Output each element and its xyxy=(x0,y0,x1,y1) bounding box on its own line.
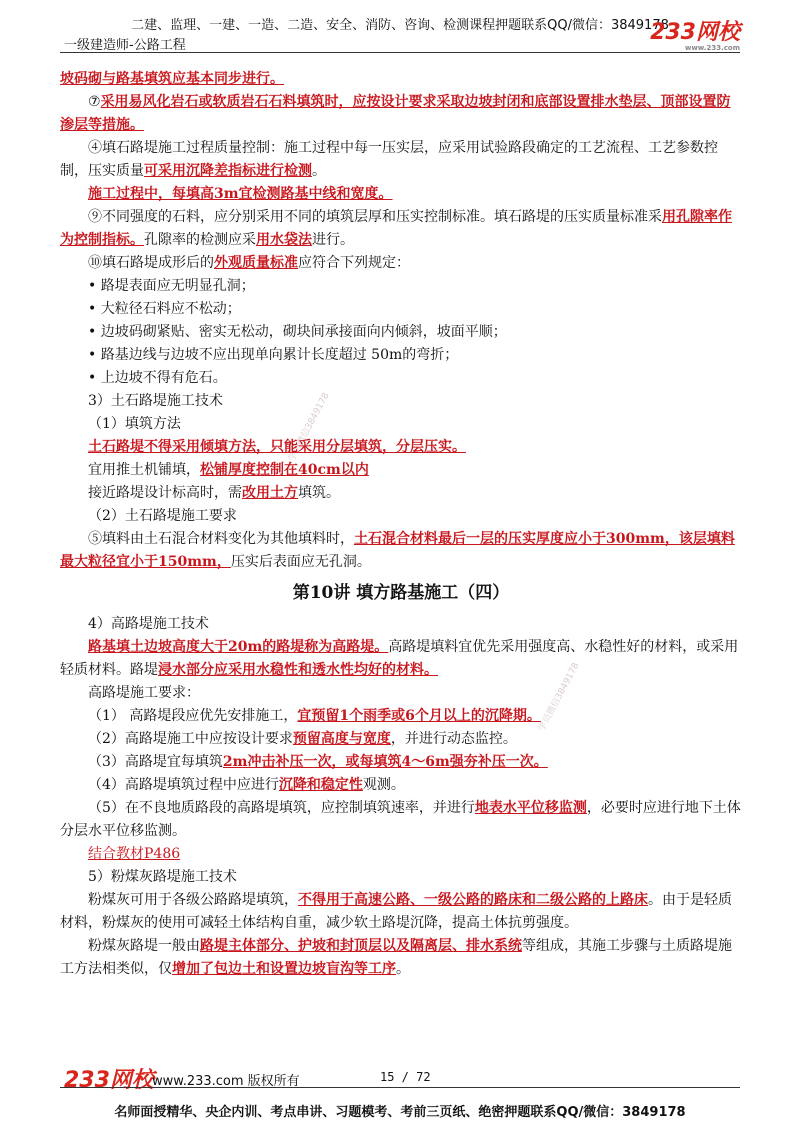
list-item: （5）在不良地质路段的高路堤填筑，应控制填筑速率，并进行地表水平位移监测，必要时应进行地下土体分层水平位移监测。 xyxy=(60,800,741,839)
paragraph: ⑨不同强度的石料，应分别采用不同的填筑层厚和压实控制标准。填石路堤的压实质量标准采用孔隙率作为控制指标。孔隙率的检测应采用水袋法进行。 xyxy=(60,209,732,248)
paragraph: 结合教材P486 xyxy=(88,846,181,862)
list-item: • 路基边线与边坡不应出现单向累计长度超过 50m的弯折； xyxy=(88,347,459,363)
paragraph: 宜用推土机铺填，松铺厚度控制在40cm以内 xyxy=(88,462,369,478)
list-item: • 边坡码砌紧贴、密实无松动，砌块间承接面向内倾斜，坡面平顺； xyxy=(88,324,507,340)
list-item: （3）高路堤宜每填筑2m冲击补压一次，或每填筑4～6m强夯补压一次。 xyxy=(88,754,548,770)
list-item: • 大粒径石料应不松动； xyxy=(88,301,241,317)
paragraph: 粉煤灰可用于各级公路路堤填筑，不得用于高速公路、一级公路的路床和二级公路的上路床。由于是轻质材料，粉煤灰的使用可减轻土体结构自重，减少软土路堤沉降，提高土体抗剪强度。 xyxy=(60,892,732,931)
paragraph: 坡码砌与路基填筑应基本同步进行。 xyxy=(60,71,284,87)
document-body xyxy=(60,68,742,981)
paragraph: ④填石路堤施工过程质量控制：施工过程中每一压实层，应采用试验路段确定的工艺流程、工艺参数控制，压实质量可采用沉降差指标进行检测。 xyxy=(60,140,718,179)
paragraph: 土石路堤不得采用倾填方法，只能采用分层填筑，分层压实。 xyxy=(88,439,466,455)
page-number: 15 / 72 xyxy=(380,1070,431,1084)
header-logo xyxy=(650,22,740,52)
paragraph: ⑦采用易风化岩石或软质岩石石料填筑时，应按设计要求采取边坡封闭和底部设置排水垫层、顶部设置防渗层等措施。 xyxy=(60,94,731,133)
heading: 3）土石路堤施工技术 xyxy=(88,393,223,409)
paragraph: 接近路堤设计标高时，需改用土方填筑。 xyxy=(88,485,340,501)
paragraph: 粉煤灰路堤一般由路堤主体部分、护坡和封顶层以及隔离层、排水系统等组成，其施工步骤与土质路堤施工方法相类似，仅增加了包边土和设置边坡盲沟等工序。 xyxy=(60,938,732,977)
watermark: 学员微信3849178 xyxy=(537,661,582,734)
footer-divider xyxy=(60,1087,740,1088)
paragraph: 路基填土边坡高度大于20m的路堤称为高路堤。高路堤填料宜优先采用强度高、水稳性好的材料，或采用轻质材料。路堤浸水部分应采用水稳性和透水性均好的材料。 xyxy=(60,639,739,678)
watermark: 学员微信3849178 xyxy=(287,391,332,464)
paragraph: ⑩填石路堤成形后的外观质量标准应符合下列规定： xyxy=(88,255,410,271)
list-item: • 上边坡不得有危石。 xyxy=(88,370,227,386)
section-title: 第10讲 填方路基施工（四） xyxy=(292,583,510,603)
paragraph: 高路堤施工要求： xyxy=(88,685,200,701)
header-logo-text: 233网校 xyxy=(650,20,740,45)
header-divider xyxy=(60,52,740,53)
list-item: （4）高路堤填筑过程中应进行沉降和稳定性观测。 xyxy=(88,777,405,793)
header-subtitle: 一级建造师-公路工程 xyxy=(64,38,186,53)
footer-logo: 233网校 xyxy=(64,1068,154,1093)
list-item: • 路堤表面应无明显孔洞； xyxy=(88,278,255,294)
heading: 5）粉煤灰路堤施工技术 xyxy=(88,869,237,885)
list-item: （2）高路堤施工中应按设计要求预留高度与宽度，并进行动态监控。 xyxy=(88,731,517,747)
heading: （1）填筑方法 xyxy=(88,416,181,432)
paragraph: 施工过程中，每填高3m宜检测路基中线和宽度。 xyxy=(88,186,393,202)
paragraph: ⑤填料由土石混合材料变化为其他填料时，土石混合材料最后一层的压实厚度应小于300mm，该层填料最大粒径宜小于150mm，压实后表面应无孔洞。 xyxy=(60,531,735,570)
footer-bottom-text: 名师面授精华、央企内训、考点串讲、习题模考、考前三页纸、绝密押题联系QQ/微信：3849178 xyxy=(114,1105,686,1120)
list-item: （1） 高路堤段应优先安排施工，宜预留1个雨季或6个月以上的沉降期。 xyxy=(88,708,541,724)
heading: （2）土石路堤施工要求 xyxy=(88,508,237,524)
header-top-text: 二建、监理、一建、一造、二造、安全、消防、咨询、检测课程押题联系QQ/微信：3849178 xyxy=(131,18,669,33)
footer-copyright: www.233.com 版权所有 xyxy=(152,1074,300,1089)
header-logo-url: www.233.com xyxy=(684,44,740,52)
heading: 4）高路堤施工技术 xyxy=(88,616,209,632)
